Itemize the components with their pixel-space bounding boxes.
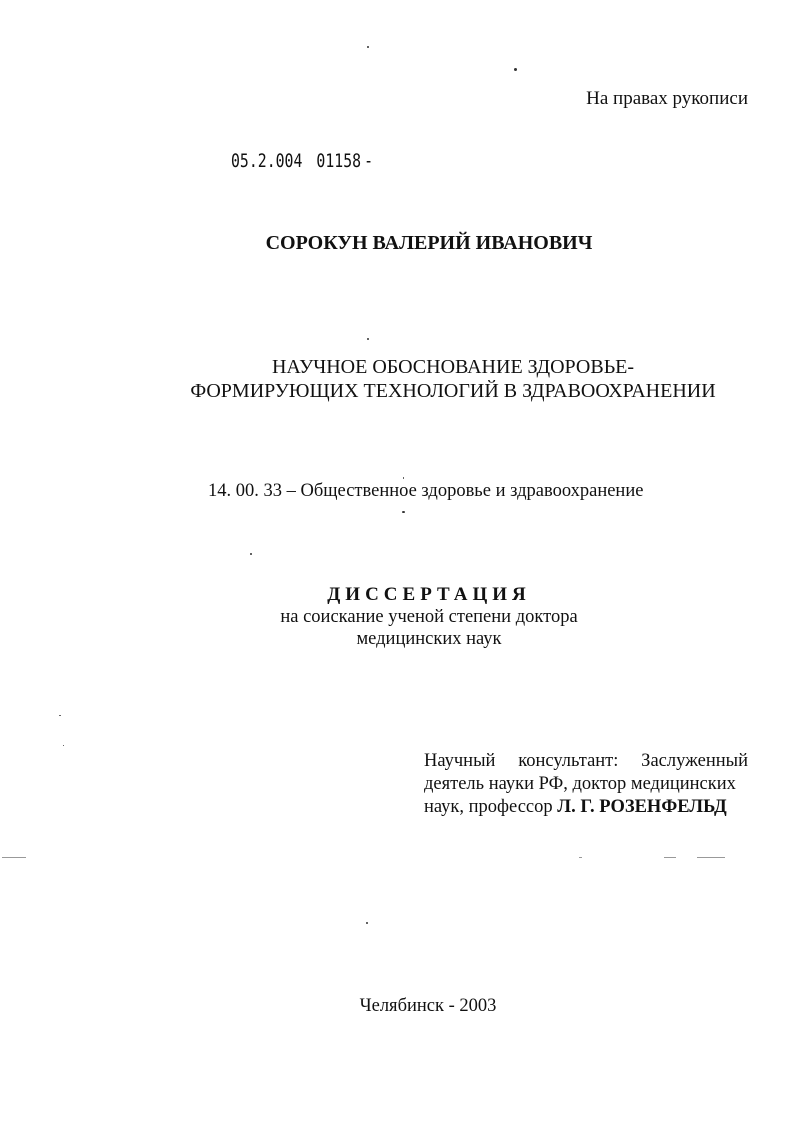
city-year: Челябинск - 2003 bbox=[359, 996, 497, 1016]
scan-line bbox=[2, 857, 26, 858]
scan-speck bbox=[63, 745, 64, 746]
advisor-line-3 bbox=[424, 796, 748, 819]
author-name: СОРОКУН ВАЛЕРИЙ ИВАНОВИЧ bbox=[265, 232, 593, 254]
scan-line bbox=[664, 857, 676, 858]
scan-speck bbox=[402, 511, 405, 513]
advisor-word: Научный bbox=[424, 751, 496, 771]
scan-speck bbox=[59, 715, 61, 716]
advisor-line-1 bbox=[424, 750, 748, 773]
advisor-title: наук, профессор bbox=[424, 797, 553, 817]
scan-speck bbox=[514, 68, 517, 71]
scan-line bbox=[697, 857, 725, 858]
scan-speck bbox=[403, 477, 404, 479]
scan-line bbox=[579, 857, 582, 858]
stamp-number: 01158 bbox=[316, 150, 362, 172]
scan-speck bbox=[367, 46, 369, 48]
advisor-name: Л. Г. РОЗЕНФЕЛЬД bbox=[557, 797, 727, 817]
rights-note: На правах рукописи bbox=[586, 88, 748, 109]
scientific-advisor bbox=[424, 750, 748, 819]
dissertation-heading: ДИССЕРТАЦИЯ bbox=[327, 584, 531, 605]
advisor-line-2: деятель науки РФ, доктор медицинских bbox=[424, 774, 736, 794]
title-line-1: НАУЧНОЕ ОБОСНОВАНИЕ ЗДОРОВЬЕ- bbox=[271, 356, 635, 378]
scan-speck bbox=[367, 338, 369, 340]
dissertation-title bbox=[0, 355, 796, 403]
specialty: 14. 00. 33 – Общественное здоровье и здравоохранение bbox=[208, 481, 644, 501]
advisor-word: Заслуженный bbox=[641, 751, 748, 771]
stamp-mark: - bbox=[364, 150, 374, 172]
degree-line-1: на соискание ученой степени доктора bbox=[280, 607, 578, 627]
stamp-code: 05.2.004 bbox=[231, 150, 303, 172]
dissertation-block bbox=[0, 584, 796, 650]
advisor-word: консультант: bbox=[518, 751, 619, 771]
title-line-2: ФОРМИРУЮЩИХ ТЕХНОЛОГИЙ В ЗДРАВООХРАНЕНИИ bbox=[190, 380, 716, 402]
scan-speck bbox=[250, 553, 252, 555]
registration-stamp bbox=[231, 150, 387, 172]
scan-speck bbox=[366, 922, 368, 924]
degree-line-2: медицинских наук bbox=[356, 629, 502, 649]
